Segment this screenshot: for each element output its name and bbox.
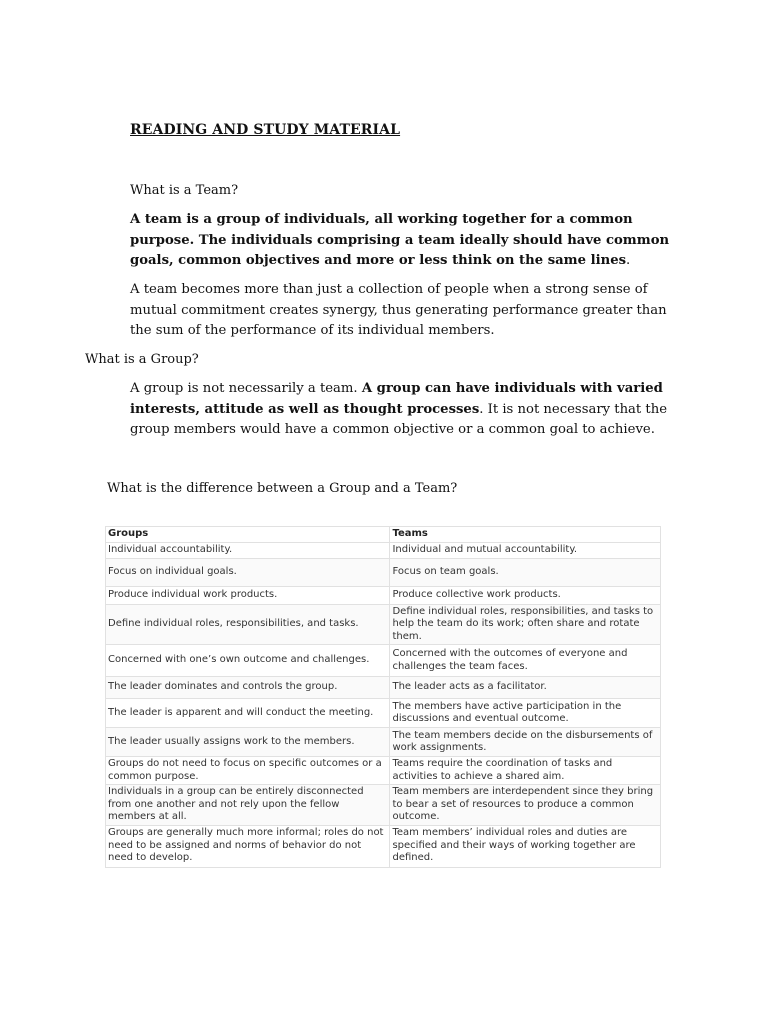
team-synergy-paragraph: A team becomes more than just a collection of people when a strong sense of mutual commitment creates synergy, thus generating performance greater than the sum of the performance of its individual members. xyxy=(130,282,667,338)
table-row xyxy=(106,677,661,699)
table-row xyxy=(106,825,661,867)
team-cell: The leader acts as a facilitator. xyxy=(390,677,661,699)
group-cell: Produce individual work products. xyxy=(106,586,390,604)
group-cell: Groups are generally much more informal; roles do not need to be assigned and norms of behavior do not need to develop. xyxy=(106,825,390,867)
table-row xyxy=(106,586,661,604)
table-row xyxy=(106,604,661,645)
team-definition-tail: . xyxy=(626,253,631,268)
group-question: What is a Group? xyxy=(85,352,199,367)
team-cell: Produce collective work products. xyxy=(390,586,661,604)
team-question: What is a Team? xyxy=(130,183,239,198)
group-cell: Concerned with one’s own outcome and challenges. xyxy=(106,645,390,677)
group-cell: The leader is apparent and will conduct the meeting. xyxy=(106,699,390,728)
table-row xyxy=(106,728,661,757)
team-cell: Concerned with the outcomes of everyone and challenges the team faces. xyxy=(390,645,661,677)
table-row xyxy=(106,558,661,586)
team-definition-paragraph xyxy=(130,210,670,272)
team-cell: Define individual roles, responsibilities, and tasks to help the team do its work; often share and rotate them. xyxy=(390,604,661,645)
difference-question: What is the difference between a Group and a Team? xyxy=(107,481,458,496)
table-row xyxy=(106,645,661,677)
team-cell: Focus on team goals. xyxy=(390,558,661,586)
header-teams: Teams xyxy=(390,527,661,543)
table-row xyxy=(106,542,661,558)
team-cell: The team members decide on the disbursements of work assignments. xyxy=(390,728,661,757)
team-cell: Team members’ individual roles and duties are specified and their ways of working together are defined. xyxy=(390,825,661,867)
team-cell: The members have active participation in the discussions and eventual outcome. xyxy=(390,699,661,728)
group-cell: The leader usually assigns work to the members. xyxy=(106,728,390,757)
page-heading: READING AND STUDY MATERIAL xyxy=(130,122,401,138)
table-header-row xyxy=(106,527,661,543)
table-row xyxy=(106,699,661,728)
header-groups: Groups xyxy=(106,527,390,543)
group-cell: Focus on individual goals. xyxy=(106,558,390,586)
team-cell: Teams require the coordination of tasks and activities to achieve a shared aim. xyxy=(390,757,661,785)
group-definition-lead: A group is not necessarily a team. xyxy=(130,381,362,396)
group-cell: Define individual roles, responsibilities, and tasks. xyxy=(106,604,390,645)
table-row xyxy=(106,757,661,785)
group-cell: Individuals in a group can be entirely disconnected from one another and not rely upon the fellow members at all. xyxy=(106,785,390,826)
table-row xyxy=(106,785,661,826)
team-definition-bold: A team is a group of individuals, all working together for a common purpose. The individuals comprising a team ideally should have common goals, common objectives and more or less think on the same lines xyxy=(130,212,670,268)
group-definition-tail: . It is not necessary that the group members would have a common objective or a common goal to achieve. xyxy=(130,401,668,437)
group-cell: Individual accountability. xyxy=(106,542,390,558)
group-cell: Groups do not need to focus on specific outcomes or a common purpose. xyxy=(106,757,390,785)
group-cell: The leader dominates and controls the group. xyxy=(106,677,390,699)
group-definition-paragraph xyxy=(130,379,670,441)
team-cell: Individual and mutual accountability. xyxy=(390,542,661,558)
group-definition-bold: A group can have individuals with varied interests, attitude as well as thought processes xyxy=(130,381,663,417)
team-cell: Team members are interdependent since they bring to bear a set of resources to produce a common outcome. xyxy=(390,785,661,826)
groups-vs-teams-table xyxy=(105,526,661,868)
